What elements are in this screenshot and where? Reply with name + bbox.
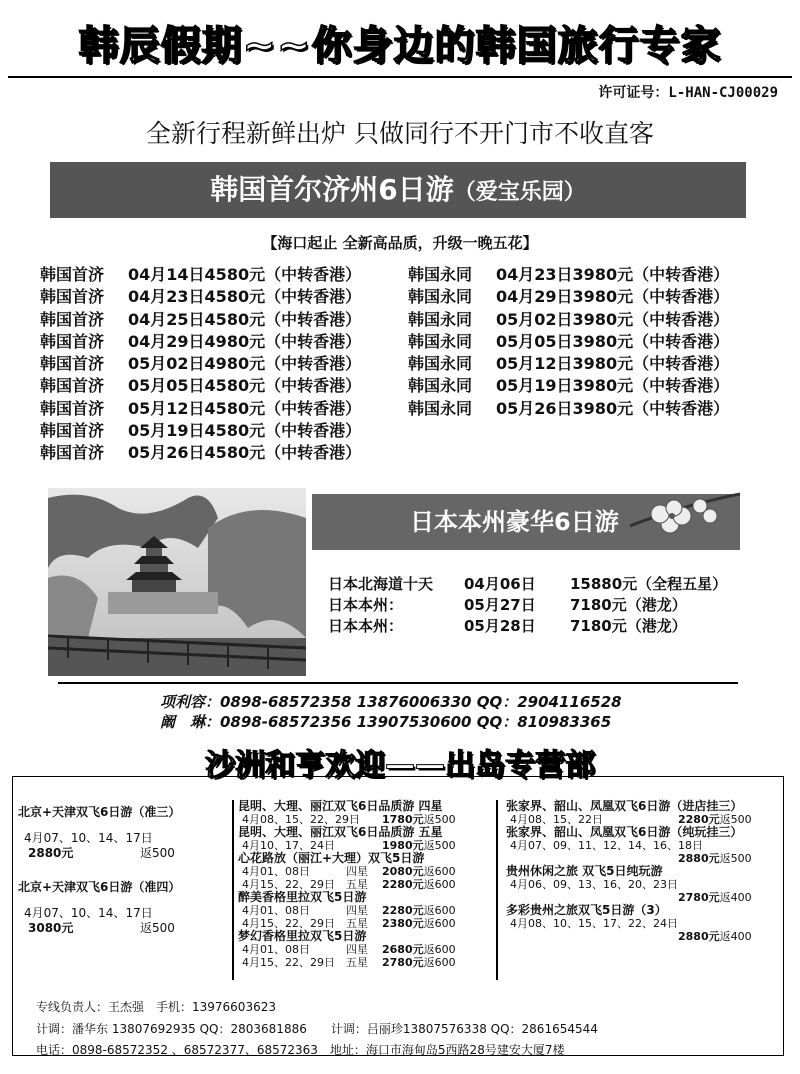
- korea-banner-paren: （爱宝乐园）: [453, 180, 586, 205]
- blossom-icon: [630, 486, 740, 562]
- tour-note: （中转香港）: [633, 309, 730, 329]
- tour-row: [238, 943, 492, 956]
- tour-row: [40, 420, 361, 442]
- tour-row: [408, 331, 729, 353]
- tour-date: 04月23日: [128, 287, 205, 307]
- tour-heading: 北京+天津双飞6日游（准三）: [18, 805, 181, 819]
- tour-date: 05月02日: [128, 354, 205, 374]
- tour-price: 2280元: [382, 904, 424, 917]
- mainland-col-3: [506, 800, 780, 943]
- tour-star: 四星: [346, 904, 368, 917]
- tour-dates: 4月01、08日: [242, 943, 310, 956]
- mainland-col-2: [238, 800, 492, 969]
- tour-note: （中转香港）: [265, 443, 362, 463]
- tour-note: （中转香港）: [265, 354, 362, 374]
- japan-tour-row: [328, 574, 727, 595]
- tour-star: 四星: [346, 943, 368, 956]
- tour-row: [408, 309, 729, 331]
- tour-rebate: 返400: [719, 891, 752, 904]
- tour-name: 韩国首济: [40, 287, 105, 307]
- tour-heading: 贵州休闲之旅 双飞5日纯玩游: [506, 864, 663, 878]
- tour-row: [506, 930, 780, 943]
- tour-dates: 4月06、09、13、16、20、23日: [510, 878, 678, 891]
- tour-dates: 4月10、17、24日: [242, 839, 335, 852]
- korea-subtitle: 【海口起止 全新高品质，升级一晚五花】: [262, 234, 538, 252]
- tour-block: [18, 881, 228, 936]
- tour-price: 3980元: [572, 287, 634, 307]
- japan-tour-list: [328, 574, 727, 637]
- tour-name: 韩国永同: [408, 309, 473, 329]
- tour-dates: 4月07、10、14、17日: [24, 831, 153, 845]
- tour-rebate: 返500: [423, 839, 456, 852]
- japan-tour-date: 05月27日: [464, 596, 536, 614]
- tour-name: 韩国首济: [40, 376, 105, 396]
- tour-note: （中转香港）: [265, 265, 362, 284]
- tour-note: （中转香港）: [265, 331, 362, 351]
- tour-price: 2880元: [678, 852, 720, 865]
- tour-name: 韩国首济: [40, 354, 105, 374]
- tour-price: 4580元: [204, 421, 266, 441]
- tour-rebate: 返400: [719, 930, 752, 943]
- japan-banner-title: 日本本州豪华6日游: [410, 508, 619, 536]
- tour-heading: 心花路放（丽江+大理）双飞5日游: [238, 851, 425, 865]
- tour-price: 4580元: [204, 309, 266, 329]
- tour-row: [506, 917, 780, 930]
- tour-heading: 北京+天津双飞6日游（准四）: [18, 880, 181, 894]
- tour-price: 3980元: [572, 376, 634, 396]
- tour-note: （中转香港）: [265, 421, 362, 441]
- japan-tour-name: 日本本州：: [328, 617, 404, 635]
- tour-row: [40, 375, 361, 397]
- tour-name: 韩国首济: [40, 421, 105, 441]
- license-number: 许可证号：L-HAN-CJ00029: [598, 85, 778, 101]
- castle-photo: [48, 488, 306, 676]
- tour-row: [408, 353, 729, 375]
- tour-date: 05月05日: [128, 376, 205, 396]
- tour-row: [40, 309, 361, 331]
- tour-name: 韩国首济: [40, 443, 105, 463]
- tour-row: [40, 353, 361, 375]
- tour-date: 04月25日: [128, 309, 205, 329]
- tour-price: 2780元: [382, 956, 424, 969]
- tour-price: 4580元: [204, 443, 266, 463]
- tour-price: 1780元: [382, 813, 424, 826]
- tour-rebate: 返600: [423, 943, 456, 956]
- contact-line-2: 阚 琳：0898-68572356 13907530600 QQ：810983365: [160, 713, 612, 731]
- tour-heading: 张家界、韶山、凤凰双飞6日游（纯玩挂三）: [506, 825, 743, 839]
- tour-row: [408, 286, 729, 308]
- tour-row: [40, 286, 361, 308]
- tour-price: 3080元: [28, 921, 74, 935]
- column-divider-1: [232, 800, 234, 980]
- tour-date: 05月26日: [128, 443, 205, 463]
- tour-price: 2280元: [678, 813, 720, 826]
- tour-price: 2280元: [382, 878, 424, 891]
- tour-price: 1980元: [382, 839, 424, 852]
- tour-rebate: 返600: [423, 904, 456, 917]
- tour-row: [408, 375, 729, 397]
- japan-tour-name: 日本北海道十天: [328, 575, 434, 593]
- tour-name: 韩国永同: [408, 398, 473, 418]
- tour-note: （中转香港）: [633, 398, 730, 418]
- tour-price-row: [18, 846, 228, 861]
- tour-row: [506, 878, 780, 891]
- tour-rebate: 返600: [423, 878, 456, 891]
- tour-row: [40, 331, 361, 353]
- tour-date: 04月14日: [128, 265, 205, 284]
- tour-heading: 多彩贵州之旅双飞5日游（3）: [506, 903, 667, 917]
- tour-name: 韩国永同: [408, 376, 473, 396]
- footer-address: 电话：0898-68572352 、68572377、68572363 地址：海口市海甸岛5西路28号建安大厦7楼: [36, 1043, 565, 1057]
- tour-name: 韩国永同: [408, 331, 473, 351]
- tour-note: （中转香港）: [265, 309, 362, 329]
- tour-name: 韩国首济: [40, 331, 105, 351]
- tour-price: 4580元: [204, 398, 266, 418]
- japan-tour-price: 7180元（港龙）: [570, 596, 687, 614]
- japan-tour-name: 日本本州：: [328, 596, 404, 614]
- tour-star: 五星: [346, 917, 368, 930]
- tour-price: 3980元: [572, 309, 634, 329]
- tour-dates: 4月08、15、22日: [510, 813, 603, 826]
- korea-tour-banner: [50, 162, 746, 218]
- tour-dates: 4月08、15、22、29日: [242, 813, 360, 826]
- tour-heading: 醉美香格里拉双飞5日游: [238, 890, 367, 904]
- footer-planners: 计调：潘华东 13807692935 QQ：2803681886 计调：吕丽珍13807576338 QQ：2861654544: [36, 1022, 598, 1036]
- tour-row: [40, 398, 361, 420]
- contact-line-1: 项利容：0898-68572358 13876006330 QQ：2904116528: [160, 693, 622, 711]
- tour-name: 韩国永同: [408, 354, 473, 374]
- tour-heading: 梦幻香格里拉双飞5日游: [238, 929, 367, 943]
- page-title: 韩辰假期~~你身边的韩国旅行专家: [78, 23, 722, 69]
- tour-price: 3980元: [572, 398, 634, 418]
- japan-tour-date: 05月28日: [464, 617, 536, 635]
- tour-price: 2780元: [678, 891, 720, 904]
- tour-price: 4980元: [204, 331, 266, 351]
- tour-price: 2080元: [382, 865, 424, 878]
- tour-dates: 4月01、08日: [242, 865, 310, 878]
- mainland-col-1: [18, 806, 228, 936]
- tour-price: 4980元: [204, 354, 266, 374]
- tour-rebate: 返600: [423, 917, 456, 930]
- castle-photo-illustration: [48, 488, 306, 676]
- tour-date: 05月05日: [496, 331, 573, 351]
- tour-note: （中转香港）: [633, 331, 730, 351]
- tour-price: 2380元: [382, 917, 424, 930]
- tour-dates: 4月15、22、29日: [242, 956, 335, 969]
- tour-date: 05月19日: [128, 421, 205, 441]
- tour-price: 2680元: [382, 943, 424, 956]
- japan-tour-price: 7180元（港龙）: [570, 617, 687, 635]
- tour-rebate: 返600: [423, 956, 456, 969]
- tour-name: 韩国首济: [40, 265, 105, 284]
- tour-dates: 4月01、08日: [242, 904, 310, 917]
- tour-date: 04月29日: [128, 331, 205, 351]
- mainland-department-title: 沙洲和亨欢迎——出岛专营部: [205, 748, 595, 783]
- tour-note: （中转香港）: [633, 376, 730, 396]
- tour-row: [238, 956, 492, 969]
- tour-name: 韩国首济: [40, 398, 105, 418]
- tour-star: 四星: [346, 865, 368, 878]
- tour-rebate: 返500: [719, 813, 752, 826]
- tour-star: 五星: [346, 956, 368, 969]
- tour-rebate: 返600: [423, 865, 456, 878]
- contacts: [160, 692, 622, 732]
- tour-note: （中转香港）: [633, 287, 730, 307]
- footer-manager: 专线负责人：王杰强 手机：13976603623: [36, 1000, 276, 1014]
- tour-date: 05月19日: [496, 376, 573, 396]
- tour-rebate: 返500: [140, 846, 175, 860]
- tour-row: [506, 839, 780, 852]
- tour-name: 韩国首济: [40, 309, 105, 329]
- tour-row: [40, 264, 361, 286]
- japan-tour-row: [328, 616, 727, 637]
- tour-date: 05月12日: [128, 398, 205, 418]
- column-divider-2: [496, 800, 498, 980]
- tour-name: 韩国永同: [408, 287, 473, 307]
- tour-price-row: [18, 921, 228, 936]
- slogan: 全新行程新鲜出炉 只做同行不开门市不收直客: [146, 119, 654, 148]
- tour-name: 韩国永同: [408, 265, 473, 284]
- tour-star: 五星: [346, 878, 368, 891]
- korea-banner-title: 韩国首尔济州6日游: [210, 173, 454, 206]
- tour-date: 05月02日: [496, 309, 573, 329]
- tour-row: [238, 904, 492, 917]
- tour-heading: 昆明、大理、丽江双飞6日品质游 五星: [238, 825, 443, 839]
- tour-price: 3980元: [572, 265, 634, 284]
- japan-tour-date: 04月06日: [464, 575, 536, 593]
- tour-price: 3980元: [572, 354, 634, 374]
- tour-rebate: 返500: [140, 921, 175, 935]
- tour-note: （中转香港）: [633, 354, 730, 374]
- tour-block: [18, 806, 228, 861]
- tour-dates: 4月15、22、29日: [242, 878, 335, 891]
- tour-note: （中转香港）: [265, 287, 362, 307]
- japan-tour-row: [328, 595, 727, 616]
- tour-price: 4580元: [204, 265, 266, 284]
- tour-row: [408, 398, 729, 420]
- tour-date: 05月26日: [496, 398, 573, 418]
- tour-note: （中转香港）: [265, 398, 362, 418]
- tour-dates: 4月07、10、14、17日: [24, 906, 153, 920]
- tour-price: 3980元: [572, 331, 634, 351]
- tour-date: 04月23日: [496, 265, 573, 284]
- tour-dates: 4月15、22、29日: [242, 917, 335, 930]
- tour-row: [238, 865, 492, 878]
- tour-price: 4580元: [204, 287, 266, 307]
- korea-left-list: [40, 264, 361, 465]
- tour-date: 04月29日: [496, 287, 573, 307]
- tour-row: [40, 442, 361, 464]
- tour-heading: 张家界、韶山、凤凰双飞6日游（进店挂三）: [506, 799, 743, 813]
- tour-rebate: 返500: [423, 813, 456, 826]
- korea-right-list: [408, 264, 729, 420]
- tour-note: （中转香港）: [265, 376, 362, 396]
- tour-price: 2880元: [28, 846, 74, 860]
- tour-dates: 4月08、10、15、17、22、24日: [510, 917, 678, 930]
- tour-dates: 4月07、09、11、12、14、16、18日: [510, 839, 703, 852]
- tour-price: 2880元: [678, 930, 720, 943]
- tour-row: [408, 264, 729, 286]
- title-divider: [8, 76, 792, 78]
- tour-rebate: 返500: [719, 852, 752, 865]
- tour-note: （中转香港）: [633, 265, 730, 284]
- tour-date: 05月12日: [496, 354, 573, 374]
- contacts-divider: [58, 682, 738, 684]
- tour-price: 4580元: [204, 376, 266, 396]
- tour-heading: 昆明、大理、丽江双飞6日品质游 四星: [238, 799, 443, 813]
- japan-tour-price: 15880元（全程五星）: [570, 575, 728, 593]
